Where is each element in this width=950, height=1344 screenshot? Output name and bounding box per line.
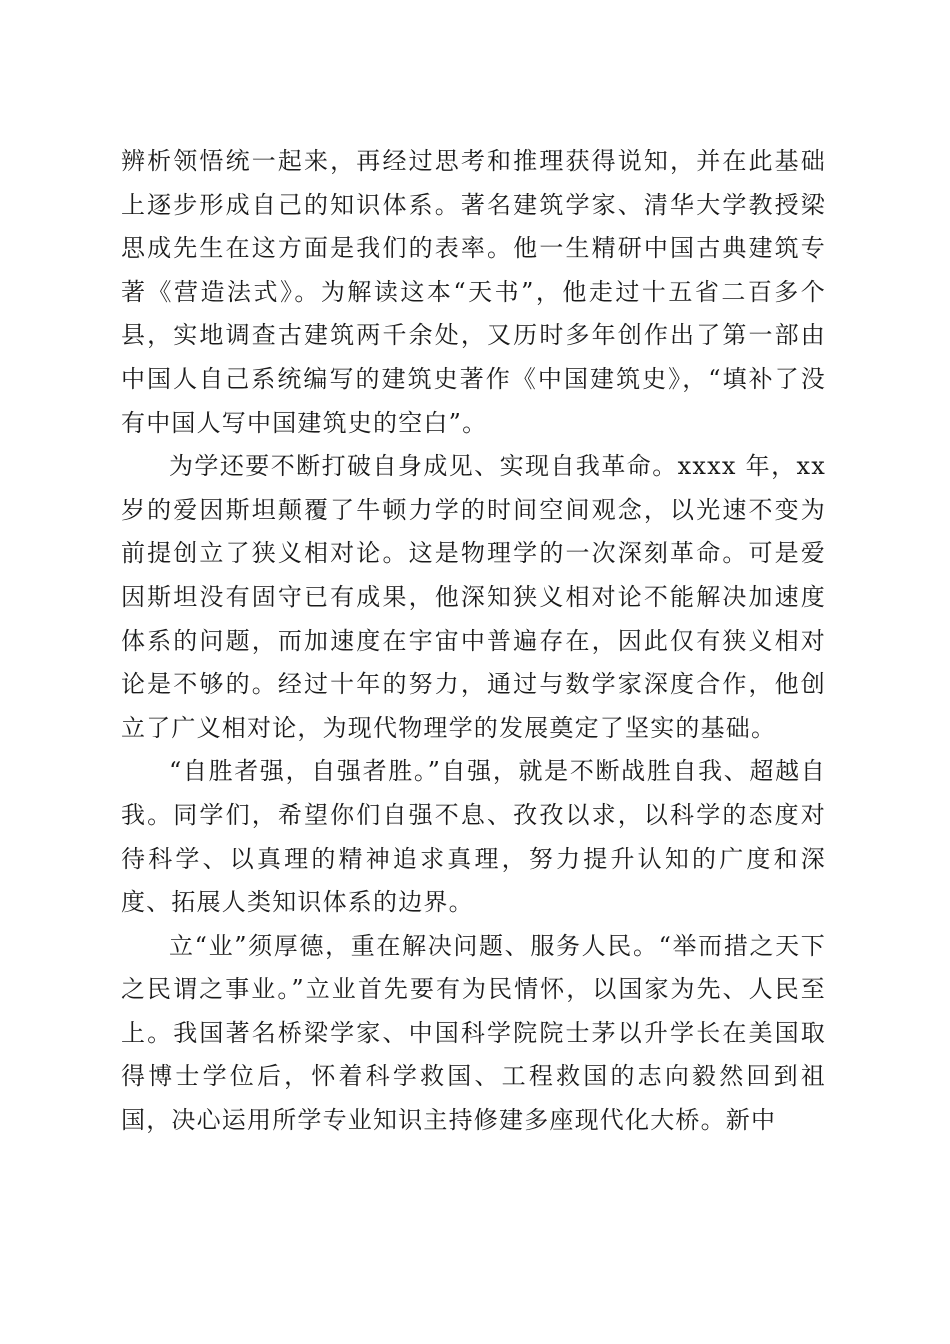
document-body	[121, 140, 826, 1143]
paragraph-einstein: 为学还要不断打破自身成见、实现自我革命。xxxx 年，xx 岁的爱因斯坦颠覆了牛顿力学的时间空间观念，以光速不变为前提创立了狭义相对论。这是物理学的一次深刻革命。可是爱因斯坦没有固守已有成果，他深知狭义相对论不能解决加速度体系的问题，而加速度在宇宙中普遍存在，因此仅有狭义相对论是不够的。经过十年的努力，通过与数学家深度合作，他创立了广义相对论，为现代物理学的发展奠定了坚实的基础。	[121, 452, 826, 742]
paragraph-self-strength: “自胜者强，自强者胜。”自强，就是不断战胜自我、超越自我。同学们，希望你们自强不息、孜孜以求，以科学的态度对待科学、以真理的精神追求真理，努力提升认知的广度和深度、拓展人类知识体系的边界。	[121, 757, 826, 917]
paragraph-career-virtue: 立“业”须厚德，重在解决问题、服务人民。“举而措之天下之民谓之事业。”立业首先要有为民情怀，以国家为先、人民至上。我国著名桥梁学家、中国科学院院士茅以升学长在美国取得博士学位后，怀着科学救国、工程救国的志向毅然回到祖国，决心运用所学专业知识主持修建多座现代化大桥。新中	[121, 931, 826, 1135]
paragraph-continuation: 辨析领悟统一起来，再经过思考和推理获得说知，并在此基础上逐步形成自己的知识体系。著名建筑学家、清华大学教授梁思成先生在这方面是我们的表率。他一生精研中国古典建筑专著《营造法式》。为解读这本“天书”，他走过十五省二百多个县，实地调查古建筑两千余处，又历时多年创作出了第一部由中国人自己系统编写的建筑史著作《中国建筑史》，“填补了没有中国人写中国建筑史的空白”。	[121, 147, 826, 437]
